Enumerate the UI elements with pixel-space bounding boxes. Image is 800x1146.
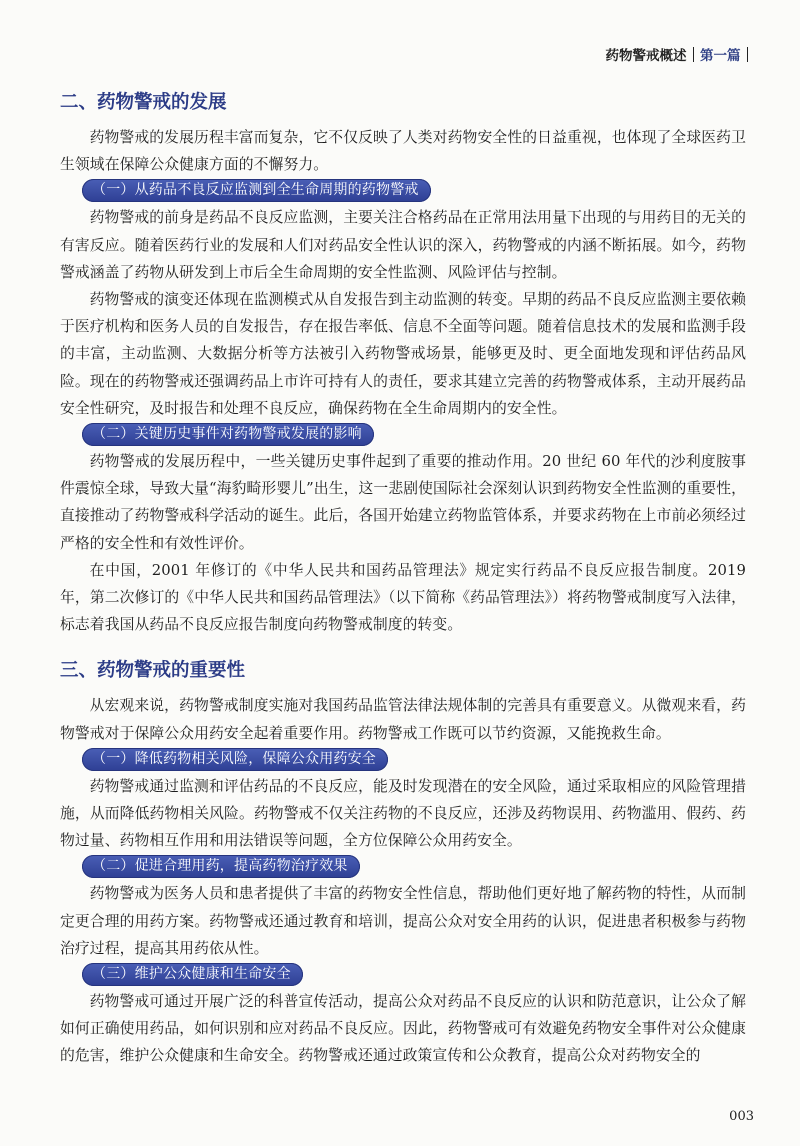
subsection-3-2-paragraph-1: 药物警戒为医务人员和患者提供了丰富的药物安全性信息，帮助他们更好地了解药物的特性，从而制定更合理的用药方案。药物警戒还通过教育和培训，提高公众对安全用药的认识，促进患者积极参与药物治疗过程，提高其用药依从性。 [60, 885, 746, 957]
subsection-3-1-heading: （一）降低药物相关风险，保障公众用药安全 [82, 748, 388, 771]
subsection-2-1-paragraph-2: 药物警戒的演变还体现在监测模式从自发报告到主动监测的转变。早期的药品不良反应监测主要依赖于医疗机构和医务人员的自发报告，存在报告率低、信息不全面等问题。随着信息技术的发展和监测手段的丰富，主动监测、大数据分析等方法被引入药物警戒场景，能够更及时、更全面地发现和评估药品风险。现在的药物警戒还强调药品上市许可持有人的责任，要求其建立完善的药物警戒体系，主动开展药品安全性研究，及时报告和处理不良反应，确保药物在全生命周期内的安全性。 [60, 291, 746, 417]
subsection-3-3-paragraph-1: 药物警戒可通过开展广泛的科普宣传活动，提高公众对药品不良反应的认识和防范意识，让公众了解如何正确使用药品，如何识别和应对药品不良反应。因此，药物警戒可有效避免药物安全事件对公众健康的危害，维护公众健康和生命安全。药物警戒还通过政策宣传和公众教育，提高公众对药物安全的 [60, 993, 746, 1065]
page-body [60, 88, 746, 1070]
subsection-3-2-heading: （二）促进合理用药，提高药物治疗效果 [82, 855, 360, 878]
subsection-3-3-heading: （三）维护公众健康和生命安全 [82, 963, 303, 986]
subsection-2-1-paragraph-1: 药物警戒的前身是药品不良反应监测，主要关注合格药品在正常用法用量下出现的与用药目的无关的有害反应。随着医药行业的发展和人们对药品安全性认识的深入，药物警戒的内涵不断拓展。如今，药物警戒涵盖了药物从研发到上市后全生命周期的安全性监测、风险评估与控制。 [60, 209, 746, 281]
subsection-2-2-heading: （二）关键历史事件对药物警戒发展的影响 [82, 423, 374, 446]
section-3-heading: 三、药物警戒的重要性 [60, 660, 246, 682]
running-header [606, 44, 755, 64]
subsection-2-2-paragraph-1: 药物警戒的发展历程中，一些关键历史事件起到了重要的推动作用。20 世纪 60 年代的沙利度胺事件震惊全球，导致大量“海豹畸形婴儿”出生，这一悲剧使国际社会深刻认识到药物安全性监测的重要性，直接推动了药物警戒科学活动的诞生。此后，各国开始建立药物监管体系，并要求药物在上市前必须经过严格的安全性和有效性评价。 [60, 453, 746, 552]
chapter-title: 药物警戒概述 [605, 48, 687, 64]
page-number: 003 [729, 1109, 754, 1124]
subsection-2-1-heading: （一）从药品不良反应监测到全生命周期的药物警戒 [82, 179, 431, 202]
section-3-intro: 从宏观来说，药物警戒制度实施对我国药品监管法律法规体制的完善具有重要意义。从微观来看，药物警戒对于保障公众用药安全起着重要作用。药物警戒工作既可以节约资源，又能挽救生命。 [60, 697, 746, 742]
header-divider-end [747, 47, 749, 62]
subsection-2-2-paragraph-2: 在中国，2001 年修订的《中华人民共和国药品管理法》规定实行药品不良反应报告制度。2019 年，第二次修订的《中华人民共和国药品管理法》（以下简称《药品管理法》）将药物警戒制度写入法律，标志着我国从药品不良反应报告制度向药物警戒制度的转变。 [60, 561, 746, 634]
part-label: 第一篇 [700, 48, 741, 64]
section-2-intro: 药物警戒的发展历程丰富而复杂，它不仅反映了人类对药物安全性的日益重视，也体现了全球医药卫生领域在保障公众健康方面的不懈努力。 [60, 129, 746, 174]
section-2-heading: 二、药物警戒的发展 [60, 92, 227, 113]
subsection-3-1-paragraph-1: 药物警戒通过监测和评估药品的不良反应，能及时发现潜在的安全风险，通过采取相应的风险管理措施，从而降低药物相关风险。药物警戒不仅关注药物的不良反应，还涉及药物误用、药物滥用、假药、药物过量、药物相互作用和用法错误等问题，全方位保障公众用药安全。 [60, 777, 746, 850]
header-divider [693, 47, 695, 62]
